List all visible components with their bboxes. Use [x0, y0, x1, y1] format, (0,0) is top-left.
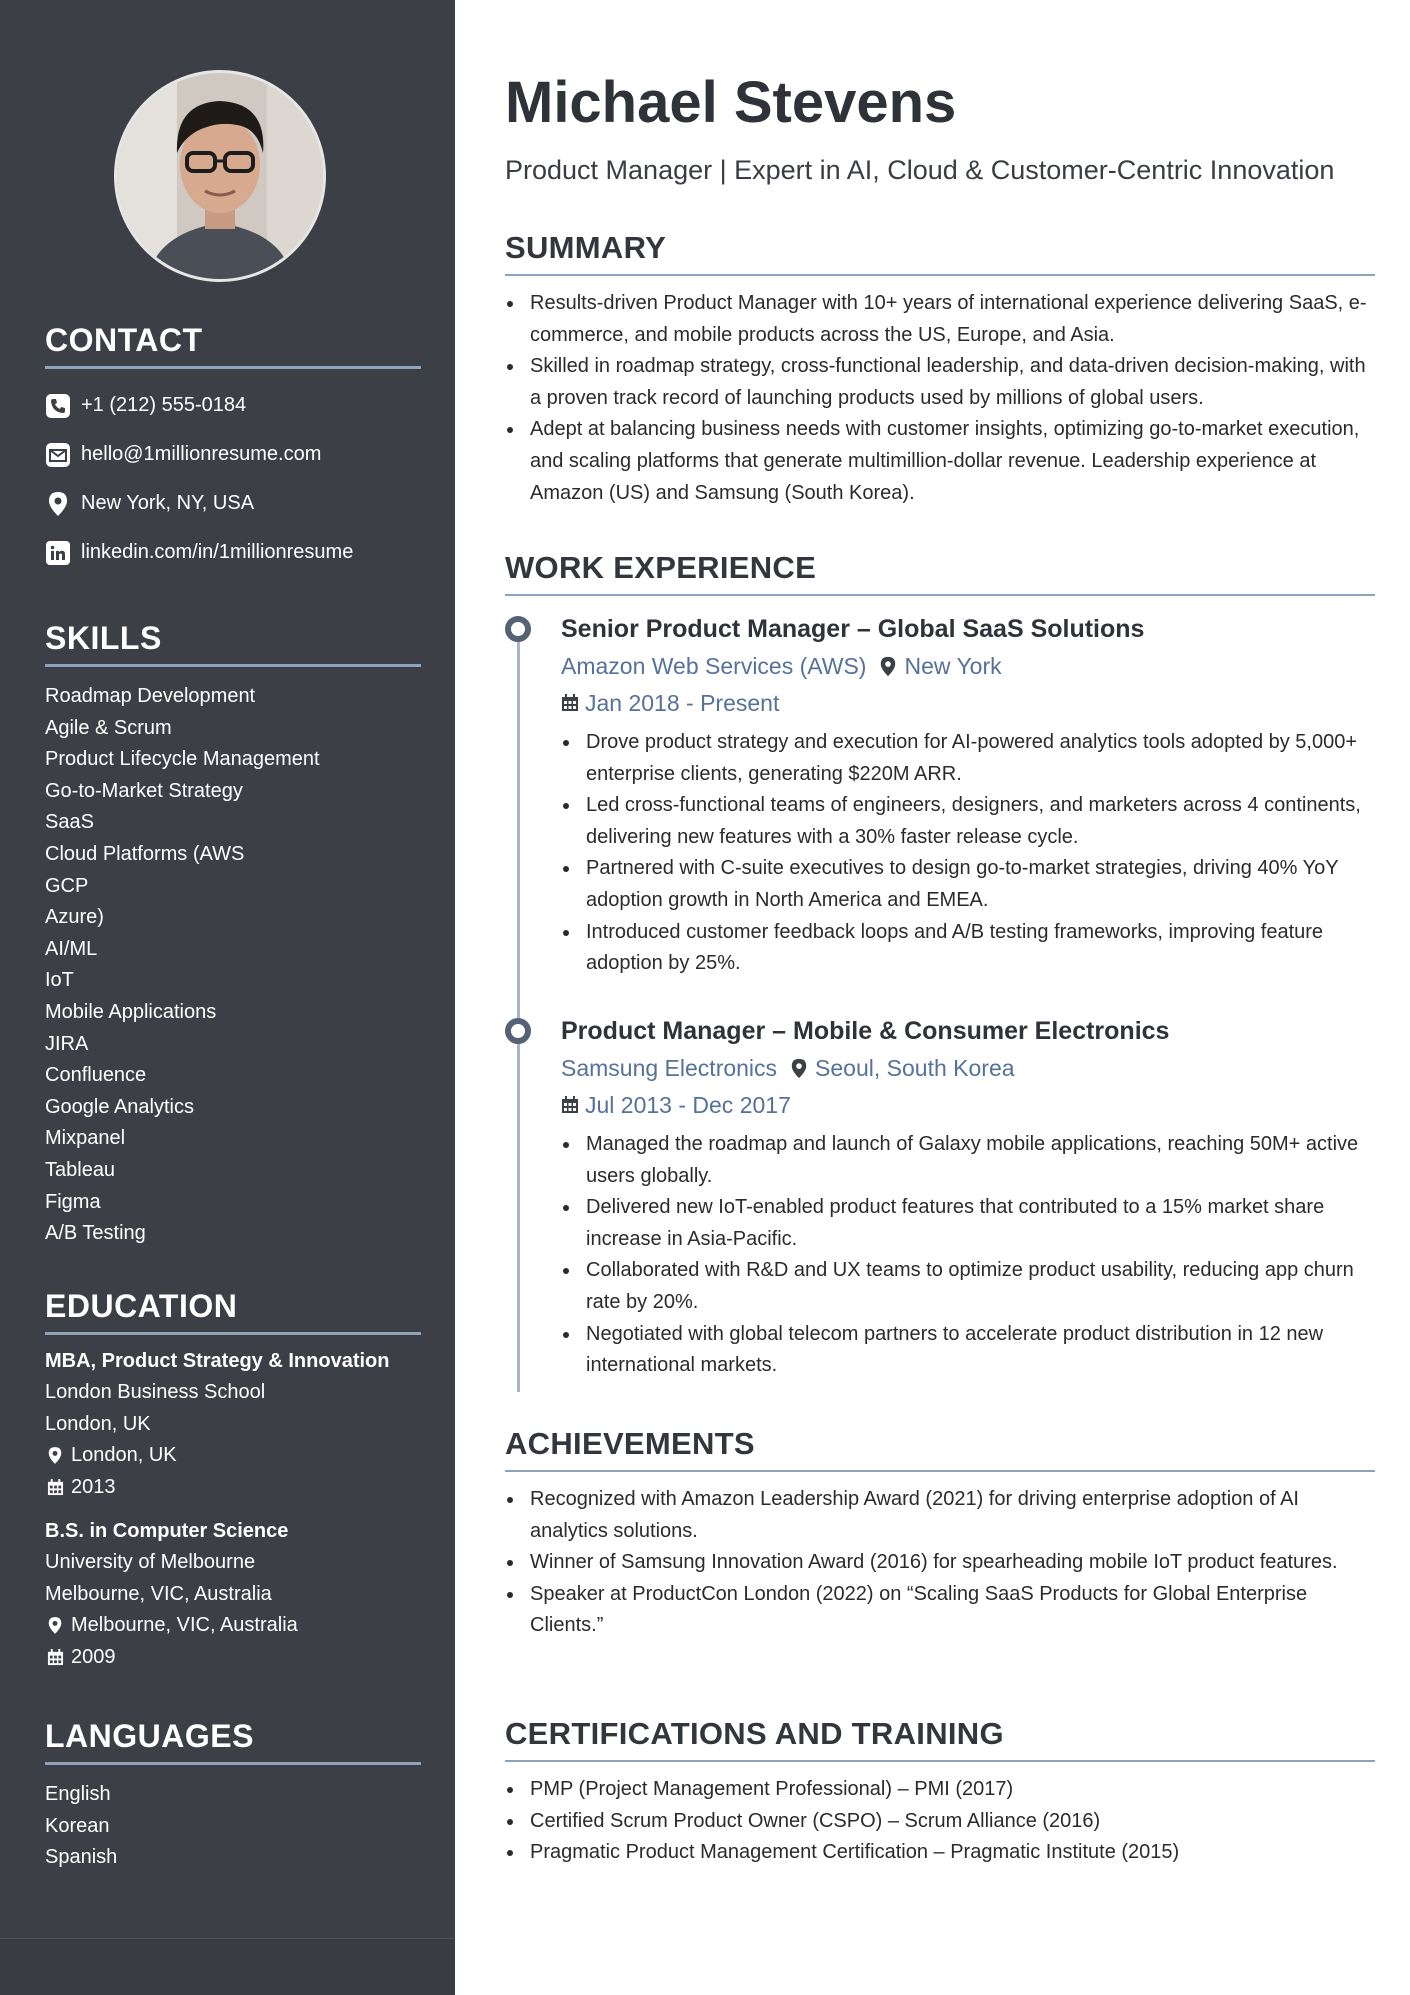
education-entry — [45, 1345, 421, 1503]
certifications-heading: CERTIFICATIONS AND TRAINING — [505, 1716, 1004, 1751]
language-item: Spanish — [45, 1846, 118, 1869]
education-location — [45, 1610, 421, 1642]
certification-item: Certified Scrum Product Owner (CSPO) – Scrum Alliance (2016) — [505, 1806, 1375, 1838]
education-location-text: London, UK — [71, 1444, 177, 1466]
skill-item: Tableau — [45, 1158, 116, 1181]
contact-phone-text: +1 (212) 555-0184 — [81, 394, 247, 416]
divider — [45, 366, 421, 369]
education-degree: MBA, Product Strategy & Innovation — [45, 1350, 390, 1372]
linkedin-icon — [45, 540, 71, 566]
divider — [505, 594, 1375, 596]
location-icon — [45, 1616, 65, 1636]
job-bullet: Introduced customer feedback loops and A/B testing frameworks, improving feature adoption by 25%. — [561, 917, 1371, 980]
summary-item: Skilled in roadmap strategy, cross-functional leadership, and data-driven decision-making, with a proven track record of launching products used by millions of global users. — [505, 351, 1375, 414]
skills-heading: SKILLS — [45, 620, 162, 656]
skill-item: Google Analytics — [45, 1095, 194, 1118]
skill-item: Go-to-Market Strategy — [45, 779, 243, 802]
skill-item: Azure) — [45, 906, 104, 929]
education-degree: B.S. in Computer Science — [45, 1520, 289, 1542]
contact-location — [45, 479, 421, 528]
education-city: Melbourne, VIC, Australia — [45, 1582, 272, 1605]
candidate-name: Michael Stevens — [505, 70, 957, 135]
job-location: New York — [904, 653, 1002, 679]
job-entry — [505, 612, 1375, 992]
divider — [45, 1332, 421, 1335]
sidebar-footer-band — [0, 1938, 455, 1995]
job-dates: Jul 2013 - Dec 2017 — [585, 1092, 791, 1118]
skill-item: SaaS — [45, 811, 94, 834]
job-bullet: Partnered with C-suite executives to design go-to-market strategies, driving 40% YoY adoption growth in North America and EMEA. — [561, 853, 1371, 916]
divider — [505, 1760, 1375, 1762]
job-bullet: Negotiated with global telecom partners to accelerate product distribution in 12 new international markets. — [561, 1319, 1371, 1382]
achievements-heading: ACHIEVEMENTS — [505, 1426, 755, 1461]
skill-item: GCP — [45, 874, 89, 897]
skills-section — [45, 618, 421, 1250]
summary-heading: SUMMARY — [505, 230, 667, 265]
language-item: Korean — [45, 1814, 110, 1837]
education-location-text: Melbourne, VIC, Australia — [71, 1614, 298, 1636]
education-year-text: 2009 — [71, 1645, 116, 1668]
calendar-icon — [45, 1477, 65, 1497]
summary-item: Adept at balancing business needs with customer insights, optimizing go-to-market execution, and scaling platforms that generate multimillion-dollar revenue. Leadership experience at Amazon (US) and Samsung (South Korea). — [505, 414, 1375, 509]
job-bullet: Drove product strategy and execution for AI-powered analytics tools adopted by 5,000+ enterprise clients, generating $220M ARR. — [561, 727, 1371, 790]
contact-heading: CONTACT — [45, 322, 203, 358]
location-icon — [45, 491, 71, 517]
location-icon — [45, 1446, 65, 1466]
skill-item: A/B Testing — [45, 1222, 146, 1245]
divider — [505, 274, 1375, 276]
timeline-dot — [505, 616, 531, 642]
job-bullet: Managed the roadmap and launch of Galaxy mobile applications, reaching 50M+ active users globally. — [561, 1129, 1371, 1192]
language-item: English — [45, 1783, 111, 1805]
summary-section — [505, 228, 1375, 509]
job-title: Senior Product Manager – Global SaaS Solutions — [561, 615, 1145, 643]
summary-item: Results-driven Product Manager with 10+ years of international experience delivering SaaS, e-commerce, and mobile products across the US, Europe, and Asia. — [505, 288, 1375, 351]
languages-section — [45, 1716, 421, 1874]
skill-item: Roadmap Development — [45, 685, 256, 707]
skill-item: Mixpanel — [45, 1127, 126, 1150]
languages-heading: LANGUAGES — [45, 1718, 254, 1754]
certification-item: Pragmatic Product Management Certification – Pragmatic Institute (2015) — [505, 1837, 1375, 1869]
divider — [45, 664, 421, 667]
avatar — [114, 70, 326, 282]
experience-section — [505, 548, 1375, 596]
education-school: University of Melbourne — [45, 1551, 256, 1573]
timeline-dot — [505, 1018, 531, 1044]
job-date — [561, 687, 779, 719]
email-icon — [45, 442, 71, 468]
contact-email[interactable] — [45, 430, 421, 479]
job-location: Seoul, South Korea — [815, 1055, 1015, 1081]
education-city: London, UK — [45, 1412, 151, 1435]
achievement-item: Recognized with Amazon Leadership Award (2021) for driving enterprise adoption of AI analytics solutions. — [505, 1484, 1375, 1547]
certification-item: PMP (Project Management Professional) – PMI (2017) — [505, 1774, 1375, 1806]
contact-section — [45, 320, 421, 577]
divider — [505, 1470, 1375, 1472]
job-bullet: Led cross-functional teams of engineers, designers, and marketers across 4 continents, delivering new features with a 30% faster release cycle. — [561, 790, 1371, 853]
experience-heading: WORK EXPERIENCE — [505, 550, 817, 585]
contact-email-text: hello@1millionresume.com — [81, 443, 322, 465]
skill-item: IoT — [45, 969, 74, 992]
contact-location-text: New York, NY, USA — [81, 492, 255, 514]
job-title: Product Manager – Mobile & Consumer Electronics — [561, 1017, 1170, 1045]
calendar-icon — [561, 1096, 579, 1114]
skill-item: Product Lifecycle Management — [45, 748, 320, 771]
education-heading: EDUCATION — [45, 1288, 238, 1324]
calendar-icon — [45, 1647, 65, 1667]
contact-phone[interactable] — [45, 381, 421, 430]
job-bullet: Collaborated with R&D and UX teams to optimize product usability, reducing app churn rate by 20%. — [561, 1255, 1371, 1318]
contact-linkedin[interactable] — [45, 528, 421, 577]
skill-item: AI/ML — [45, 937, 98, 960]
skill-item: JIRA — [45, 1032, 89, 1055]
education-entry — [45, 1515, 421, 1673]
achievements-section — [505, 1424, 1375, 1642]
achievement-item: Speaker at ProductCon London (2022) on “Scaling SaaS Products for Global Enterprise Clients.” — [505, 1579, 1375, 1642]
certifications-section — [505, 1714, 1375, 1869]
skill-item: Confluence — [45, 1064, 147, 1087]
achievement-item: Winner of Samsung Innovation Award (2016) for spearheading mobile IoT product features. — [505, 1547, 1375, 1579]
job-meta — [561, 650, 1002, 682]
location-icon — [880, 656, 896, 677]
skill-item: Cloud Platforms (AWS — [45, 842, 245, 865]
divider — [45, 1762, 421, 1765]
job-bullet: Delivered new IoT-enabled product features that contributed to a 15% market share increase in Asia-Pacific. — [561, 1192, 1371, 1255]
job-dates: Jan 2018 - Present — [585, 690, 780, 716]
sidebar — [0, 0, 455, 1995]
calendar-icon — [561, 694, 579, 712]
contact-linkedin-text: linkedin.com/in/1millionresume — [81, 541, 354, 563]
education-school: London Business School — [45, 1381, 266, 1403]
education-year-text: 2013 — [71, 1475, 116, 1498]
education-section — [45, 1286, 421, 1673]
job-date — [561, 1089, 791, 1121]
job-meta — [561, 1052, 1015, 1084]
job-entry — [505, 1014, 1375, 1394]
education-location — [45, 1440, 421, 1472]
education-year — [45, 1642, 421, 1674]
job-company: Amazon Web Services (AWS) — [561, 653, 867, 679]
candidate-tagline: Product Manager | Expert in AI, Cloud & Customer-Centric Innovation — [505, 155, 1335, 185]
job-company: Samsung Electronics — [561, 1055, 778, 1081]
phone-icon — [45, 393, 71, 419]
skill-item: Figma — [45, 1190, 101, 1213]
education-year — [45, 1472, 421, 1504]
skill-item: Mobile Applications — [45, 1000, 217, 1023]
location-icon — [791, 1058, 807, 1079]
skill-item: Agile & Scrum — [45, 716, 172, 739]
